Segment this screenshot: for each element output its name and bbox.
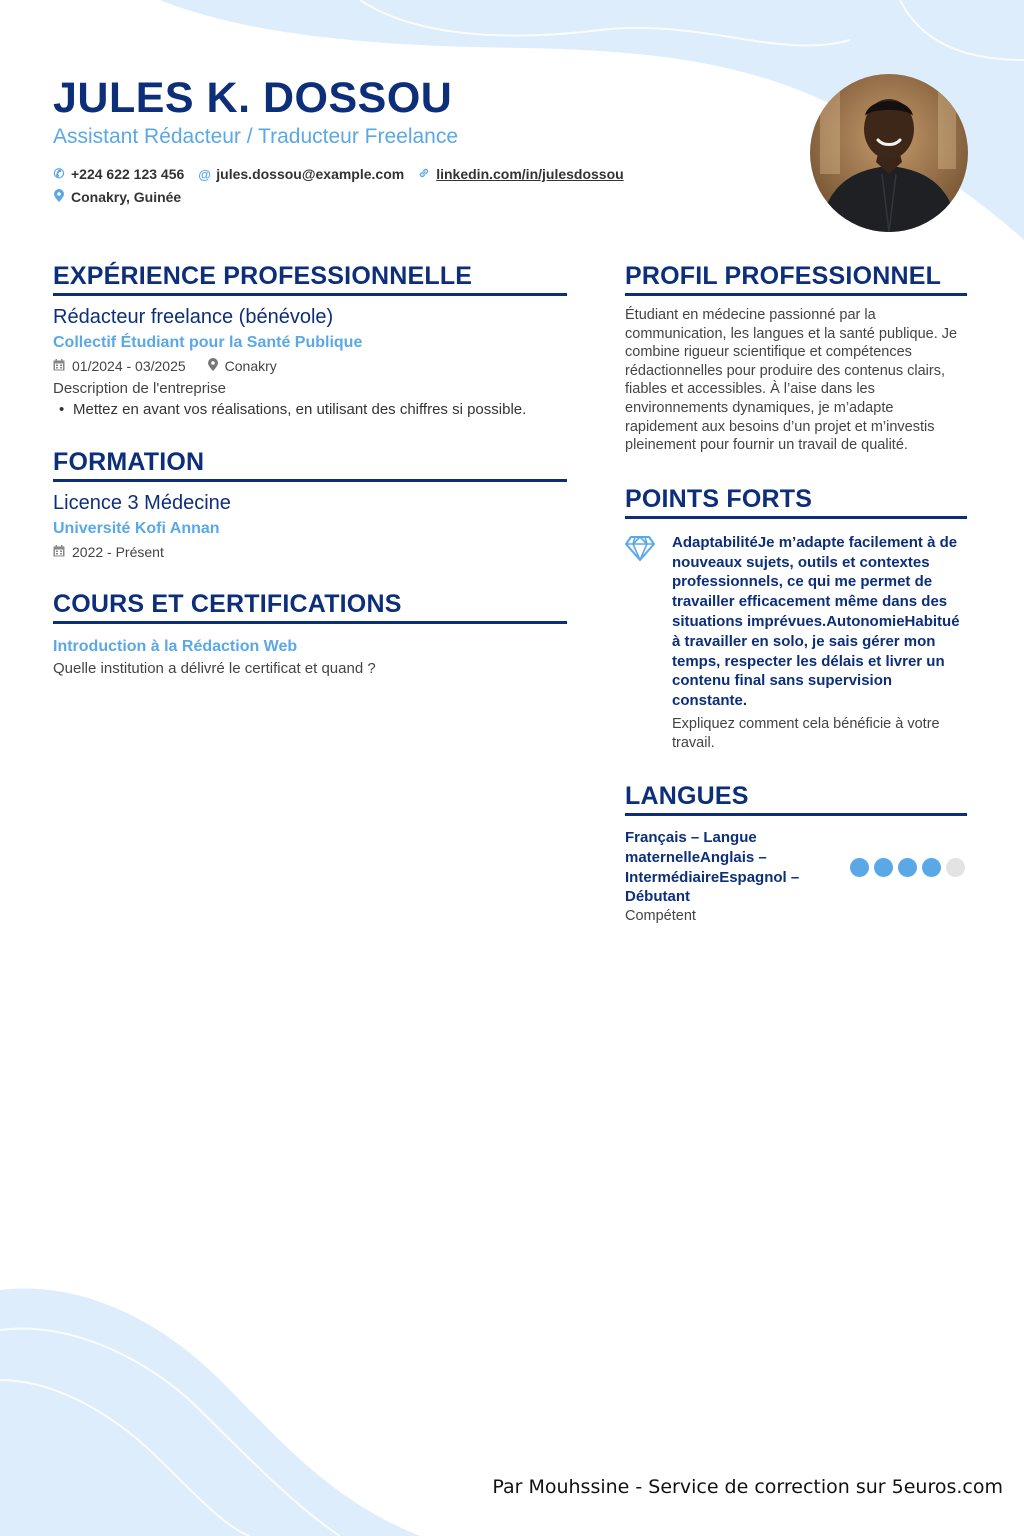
courses-section: [53, 590, 567, 677]
location-text: Conakry, Guinée: [71, 189, 182, 205]
job-location: Conakry: [224, 358, 277, 374]
phone-contact[interactable]: [53, 166, 184, 182]
link-icon: [418, 167, 430, 182]
rating-dot-filled: [922, 858, 941, 877]
experience-section: [53, 262, 567, 418]
linkedin-contact[interactable]: [418, 166, 623, 182]
profile-section: [625, 262, 967, 455]
job-meta: [53, 358, 567, 374]
job-organization: Collectif Étudiant pour la Santé Publique: [53, 334, 363, 351]
profile-text: Étudiant en médecine passionné par la communication, les langues et la santé publique. Je combine rigueur scientifique et compétences rédactionnelles pour produire des contenus clairs, fiables et accessibles. À l’aise dans les environnements dynamiques, je m’adapte rapidement aux besoins d’un projet et m’investis pleinement pour fournir un travail de qualité.: [625, 307, 958, 454]
rating-dot-filled: [898, 858, 917, 877]
strengths-heading: POINTS FORTS: [625, 485, 967, 519]
at-icon: @: [198, 166, 211, 182]
email-text: jules.dossou@example.com: [216, 166, 405, 182]
job-dates: 01/2024 - 03/2025: [72, 358, 186, 374]
calendar-icon: [53, 545, 65, 560]
profile-photo: [810, 74, 968, 232]
phone-text: +224 622 123 456: [71, 166, 185, 182]
strength-item: [625, 533, 967, 752]
languages-section: [625, 782, 967, 924]
education-heading: FORMATION: [53, 448, 567, 482]
footer-credit: Par Mouhssine - Service de correction sur 5euros.com: [492, 1476, 1003, 1498]
candidate-name: JULES K. DOSSOU: [53, 74, 453, 122]
school: Université Kofi Annan: [53, 520, 220, 537]
courses-heading: COURS ET CERTIFICATIONS: [53, 590, 567, 624]
right-column: [625, 262, 967, 954]
degree: Licence 3 Médecine: [53, 492, 231, 514]
rating-dot-empty: [946, 858, 965, 877]
contact-info: [53, 164, 624, 207]
calendar-icon: [53, 359, 65, 374]
phone-icon: ✆: [53, 166, 65, 181]
diamond-icon: [625, 533, 658, 752]
experience-heading: EXPÉRIENCE PROFESSIONNELLE: [53, 262, 567, 296]
job-description: Description de l'entreprise: [53, 380, 226, 397]
language-name: Français – Langue maternelleAnglais – IntermédiaireEspagnol – Débutant: [625, 829, 800, 906]
job-bullet: • Mettez en avant vos réalisations, en utilisant des chiffres si possible.: [53, 401, 567, 418]
course-name: Introduction à la Rédaction Web: [53, 638, 298, 655]
strength-subtext: Expliquez comment cela bénéficie à votre travail.: [672, 715, 940, 751]
education-meta: [53, 544, 567, 560]
location-contact: [53, 189, 181, 205]
email-contact[interactable]: [198, 166, 404, 182]
education-dates: 2022 - Présent: [72, 544, 164, 560]
map-pin-icon: [208, 358, 218, 374]
strength-text: AdaptabilitéJe m’adapte facilement à de nouveaux sujets, outils et contextes professionnels, ce qui me permet de travailler efficacement même dans des situations imprévues.AutonomieHabitué à travailler en solo, je sais gérer mon temps, respecter les délais et livrer un contenu final sans supervision constante.: [672, 533, 960, 710]
map-pin-icon: [53, 189, 65, 205]
education-section: [53, 448, 567, 560]
rating-dot-filled: [874, 858, 893, 877]
course-description: Quelle institution a délivré le certificat et quand ?: [53, 660, 376, 677]
language-item: [625, 828, 967, 907]
candidate-role: Assistant Rédacteur / Traducteur Freelance: [53, 125, 459, 148]
rating-dot-filled: [850, 858, 869, 877]
profile-heading: PROFIL PROFESSIONNEL: [625, 262, 967, 296]
language-rating: [850, 858, 965, 877]
left-column: [53, 262, 567, 707]
language-level: Compétent: [625, 907, 696, 924]
languages-heading: LANGUES: [625, 782, 967, 816]
strengths-section: [625, 485, 967, 752]
linkedin-link[interactable]: linkedin.com/in/julesdossou: [436, 166, 624, 182]
job-title: Rédacteur freelance (bénévole): [53, 306, 334, 328]
